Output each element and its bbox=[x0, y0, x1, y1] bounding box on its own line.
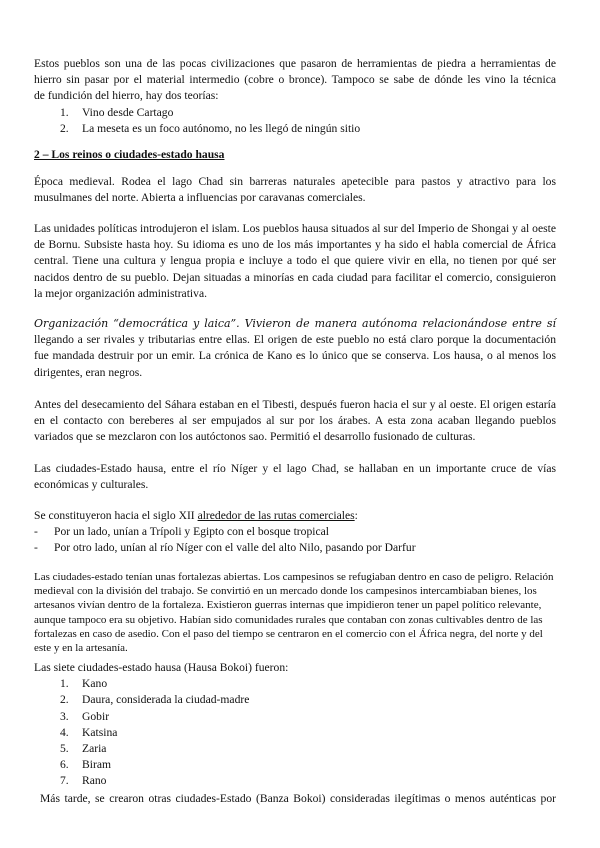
section-heading: 2 – Los reinos o ciudades-estado hausa bbox=[34, 148, 225, 161]
list-item bbox=[34, 524, 556, 540]
dash-bullet: - bbox=[34, 541, 38, 555]
list-item-text: Daura, considerada la ciudad-madre bbox=[82, 693, 250, 707]
list-number: 1. bbox=[60, 105, 69, 119]
list-item-text: Rano bbox=[82, 774, 107, 788]
text-line: Estos pueblos son una de las pocas civilizaciones que pasaron de herramientas de piedra a herramientas de bbox=[34, 57, 556, 70]
list-number: 6. bbox=[60, 758, 69, 772]
list-item-text: Gobir bbox=[82, 709, 110, 723]
list-item bbox=[34, 105, 556, 121]
list-item-text: Biram bbox=[82, 758, 111, 772]
paragraph-political-units: Las unidades políticas introdujeron el islam. Los pueblos hausa situados al sur del Imperio de Shongai y al oeste de Bornu. Subsiste hasta hoy. Su idioma es uno de los más importantes y ha sido el habla comercial de África central. Tiene una cultura y lengua propia e incluye a todo el que quiere vivir en ella, no tienen por qué ser nacidos dentro de su pueblo. Dejan situadas a minorías en cada ciudad para facilitar el comercio, consiguieron la mejor organización administrativa. bbox=[34, 222, 556, 300]
list-item bbox=[34, 692, 556, 708]
list-number: 3. bbox=[60, 709, 69, 723]
paragraph-iron-tools bbox=[34, 56, 556, 137]
handwritten-lead: Organización “democrática y laica”. Vivieron de manera autónoma relacionándose entre sí bbox=[34, 317, 556, 330]
paragraph-sahara: Antes del desecamiento del Sáhara estaban en el Tibesti, después fueron hacia el sur y al oeste. El origen estaría en el contacto con bereberes al ser empujados al sur por los árabes. A esta zona acaban llegando pueblos variados que se mezclaron con los autóctonos sao. Permitió el desarrollo fusionado de culturas. bbox=[34, 398, 556, 444]
paragraph-trade-routes bbox=[34, 508, 556, 557]
paragraph-fortresses: Las ciudades-estado tenían unas fortalezas abiertas. Los campesinos se refugiaban dentro en caso de peligro. Relación medieval con la división del trabajo. Se convirtió en un mercado donde los campesinos intercambiaban bienes, los artesanos vivían dentro de la fortaleza. Existieron guerras internas que impidieron tener un papel político relevante, aunque tampoco era su objetivo. Habían sido comunidades rurales que contaban con zonas cultivables dentro de las fortalezas en caso de asedio. Con el paso del tiempo se centraron en el comercio con el África negra, del norte y del este y en la artesanía. bbox=[34, 571, 554, 655]
text-line: hierro sin pasar por el material intermedio (cobre o bronce). Tampoco se sabe de dónde les vino la técnica bbox=[34, 73, 556, 87]
list-item bbox=[34, 676, 556, 692]
list-item bbox=[34, 540, 556, 556]
list-item-text: Kano bbox=[82, 677, 108, 691]
text-line bbox=[34, 508, 556, 524]
list-item-text: La meseta es un foco autónomo, no les llegó de ningún sitio bbox=[82, 121, 361, 135]
list-item bbox=[34, 773, 556, 789]
list-number: 2. bbox=[60, 693, 69, 707]
list-item-text: Vino desde Cartago bbox=[82, 105, 174, 119]
list-item bbox=[34, 121, 556, 137]
text-line: Más tarde, se crearon otras ciudades-Estado (Banza Bokoi) consideradas ilegítimas o menos auténticas por bbox=[40, 792, 556, 805]
list-number: 4. bbox=[60, 725, 69, 739]
list-item bbox=[34, 709, 556, 725]
text-line: de fundición del hierro, hay dos teorías: bbox=[34, 89, 219, 103]
paragraph-organization bbox=[34, 316, 556, 381]
dash-bullet: - bbox=[34, 525, 38, 539]
underlined-text: alrededor de las rutas comerciales bbox=[197, 509, 355, 522]
list-number: 7. bbox=[60, 774, 69, 788]
list-number: 2. bbox=[60, 121, 69, 135]
list-intro: Las siete ciudades-estado hausa (Hausa Bokoi) fueron: bbox=[34, 661, 289, 674]
list-item-text: Katsina bbox=[82, 725, 118, 739]
paragraph-text: Se constituyeron hacia el siglo XII bbox=[34, 509, 198, 522]
paragraph-crossroads: Las ciudades-Estado hausa, entre el río Níger y el lago Chad, se hallaban en un importante cruce de vías económicas y culturales. bbox=[34, 462, 556, 492]
paragraph-medieval: Época medieval. Rodea el lago Chad sin barreras naturales apetecible para pastos y atractivo para los musulmanes del norte. Abierta a influencias por caravanas comerciales. bbox=[34, 175, 556, 205]
list-item bbox=[34, 741, 556, 757]
punctuation: : bbox=[354, 509, 358, 522]
list-item bbox=[34, 757, 556, 773]
list-item-text: Zaria bbox=[82, 742, 107, 756]
paragraph-banza-bokoi bbox=[40, 791, 556, 807]
list-number: 1. bbox=[60, 677, 69, 691]
list-item-text: Por otro lado, unían al río Níger con el valle del alto Nilo, pasando por Darfur bbox=[54, 541, 416, 555]
list-number: 5. bbox=[60, 742, 69, 756]
paragraph-text: llegando a ser rivales y tributarias entre ellas. El origen de este pueblo no está claro porque la documentación fue mandada destruir por un emir. La crónica de Kano es lo único que se conserva. Los hausa, o al menos los dirigentes, eran negros. bbox=[34, 333, 556, 379]
list-item bbox=[34, 725, 556, 741]
list-item-text: Por un lado, unían a Trípoli y Egipto con el bosque tropical bbox=[54, 525, 330, 539]
paragraph-seven-cities bbox=[34, 660, 556, 790]
